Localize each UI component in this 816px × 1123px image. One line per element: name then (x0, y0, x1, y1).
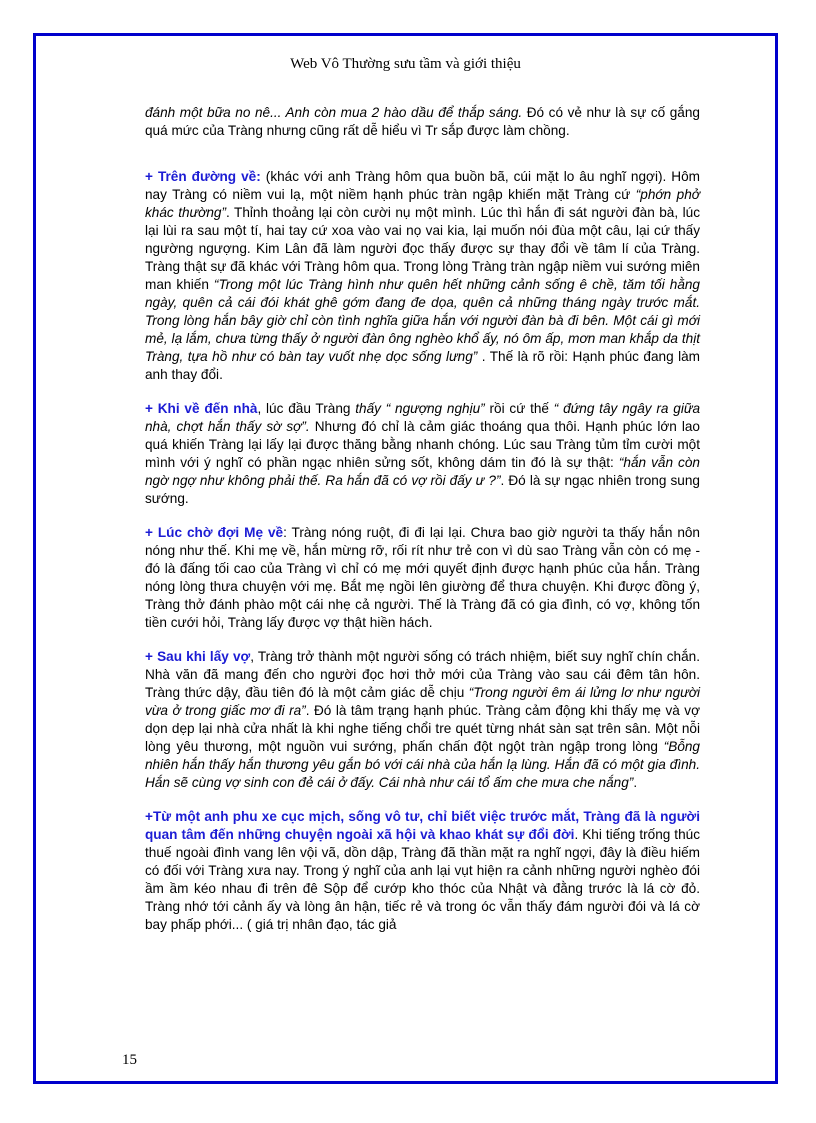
italic-quote: thấy “ ngượng nghịu” (355, 401, 485, 416)
body-text: . Đó là tâm trạng hạnh phúc. Tràng cảm động khi thấy mẹ và vợ dọn dẹp lại nhà cửa nhất là khi nghe tiếng chổi tre quét từng nhát sàn sạt trên sân. Một nỗi lòng yêu thương, một nguồn vui sướng, phấn chấn đột ngột tràn ngập trong lòng (145, 703, 700, 754)
paragraph-4 (145, 524, 700, 632)
paragraph-1 (145, 104, 700, 140)
paragraph-5 (145, 648, 700, 792)
italic-quote: “Trong người êm ái lửng lơ như người vừa ở trong giấc mơ đi ra” (145, 685, 700, 718)
body-text: Đó có vẻ như là sự cố gắng quá mức của Tràng nhưng cũng rất dễ hiểu vì Tr sắp được làm chồng. (145, 105, 700, 138)
italic-quote: “Trong một lúc Tràng hình như quên hết những cảnh sống ê chề, tăm tối hằng ngày, quên cả cái đói khát ghê gớm đang đe dọa, quên cả những tháng ngày trước mắt. Trong lòng hắn bây giờ chỉ còn tình nghĩa giữa hắn với người đàn bà đi bên. Một cái gì mới mẻ, lạ lắm, chưa từng thấy ở người đàn ông nghèo khổ ấy, nó ôm ấp, mơn man khắp da thịt Tràng, tựa hồ như có bàn tay vuốt nhẹ dọc sống lưng” (145, 277, 700, 364)
section-lead: +Từ một anh phu xe cục mịch, sống vô tư, chỉ biết việc trước mắt, Tràng đã là người quan tâm đến những chuyện ngoài xã hội và khao khát sự đổi đời (145, 809, 700, 842)
italic-quote: “hắn vẫn còn ngờ ngợ như không phải thế. Ra hắn đã có vợ rồi đấy ư ?” (145, 455, 700, 488)
paragraph-6 (145, 808, 700, 934)
paragraph-3 (145, 400, 700, 508)
body-text: . Thỉnh thoảng lại còn cười nụ một mình. Lúc thì hắn đi sát người đàn bà, lúc lại lùi ra sau một tí, hai tay cứ xoa vào vai nọ vai kia, lại muốn nói đùa một câu, lại cứ thấy ngường ngượng. Kim Lân đã làm người đọc thấy được sự thay đổi về tâm lí của Tràng. Tràng thật sự đã khác với Tràng hôm qua. Trong lòng Tràng tràn ngập niềm vui sướng miên man khiến (145, 205, 700, 292)
body-text: . Thế là rõ rồi: Hạnh phúc đang làm anh thay đổi. (145, 349, 700, 382)
page-header: Web Vô Thường sưu tầm và giới thiệu (290, 56, 521, 72)
body-text: (khác với anh Tràng hôm qua buồn bã, cúi mặt lo âu nghĩ ngợi). Hôm nay Tràng có niềm vui lạ, một niềm hạnh phúc tràn ngập khiến mặt Tràng cứ (145, 169, 700, 202)
italic-quote: “ đứng tây ngây ra giữa nhà, chợt hắn thấy sờ sợ”. (145, 401, 701, 434)
page-border (33, 33, 778, 1084)
italic-quote: đánh một bữa no nê... Anh còn mua 2 hào dầu để thắp sáng. (145, 105, 523, 120)
body-text: : Tràng nóng ruột, đi đi lại lại. Chưa bao giờ người ta thấy hắn nôn nóng như thế. Khi mẹ về, hắn mừng rỡ, rối rít như trẻ con vì dù sao Tràng vẫn còn có mẹ - đó là đấng tối cao của Tràng vì chỉ có mẹ mới quyết định được hạnh phúc của hắn. Tràng nóng lòng thưa chuyện với mẹ. Bắt mẹ ngồi lên giường để thưa chuyện. Khi được đồng ý, Tràng thở đánh phào một cái nhẹ cả người. Thế là Tràng đã có gia đình, có vợ, không tốn tiền cưới hỏi, Tràng lấy được vợ thật hiền hách. (145, 525, 700, 630)
body-text: . Đó là sự ngạc nhiên trong sung sướng. (145, 473, 700, 506)
body-text: Nhưng đó chỉ là cảm giác thoáng qua thôi. Hạnh phúc lớn lao quá khiến Tràng lại lấy lại được thăng bằng nhanh chóng. Lúc sau Tràng tủm tỉm cười một mình với ý nghĩ có phần ngạc nhiên sửng sốt, không dám tin đó là sự thật: (145, 419, 700, 470)
section-lead: + Khi về đến nhà (145, 401, 258, 416)
paragraph-2 (145, 168, 700, 384)
italic-quote: “phớn phở khác thường” (145, 187, 700, 220)
body-text: rồi cứ thế (484, 401, 554, 416)
body-text: , lúc đầu Tràng (257, 401, 356, 416)
section-lead: + Lúc chờ đợi Mẹ về (145, 525, 284, 540)
page-number: 15 (122, 1052, 137, 1068)
document-body (145, 104, 700, 950)
body-text: . Khi tiếng trống thúc thuế ngoài đình vang lên vội vã, dồn dập, Tràng đã thần mặt ra nghĩ ngợi, đây là điều hiếm có đối với Tràng xưa nay. Trong ý nghĩ của anh lại vụt hiện ra cảnh những người nghèo đói ầm ầm kéo nhau đi trên đê Sộp để cướp kho thóc của Nhật và đằng trước là lá cờ đỏ. Tràng nhớ tới cảnh ấy và lòng ân hận, tiếc rẻ và trong óc vẫn thấy đám người đói và lá cờ bay phấp phới... ( giá trị nhân đạo, tác giả (145, 827, 701, 932)
section-lead: + Trên đường về: (145, 169, 261, 184)
section-lead: + Sau khi lấy vợ (145, 649, 251, 664)
body-text: , Tràng trở thành một người sống có trách nhiệm, biết suy nghĩ chín chắn. Nhà văn đã mang đến cho người đọc hơi thở mới của Tràng vào sau cái đêm tân hôn. Tràng thức dậy, đầu tiên đó là một cảm giác dễ chịu (145, 649, 701, 700)
italic-quote: “Bỗng nhiên hắn thấy hắn thương yêu gắn bó với cái nhà của hắn lạ lùng. Hắn đã có một gia đình. Hắn sẽ cùng vợ sinh con đẻ cái ở đấy. Cái nhà như cái tổ ấm che mưa che nắng” (145, 739, 700, 790)
body-text: . (633, 775, 638, 790)
